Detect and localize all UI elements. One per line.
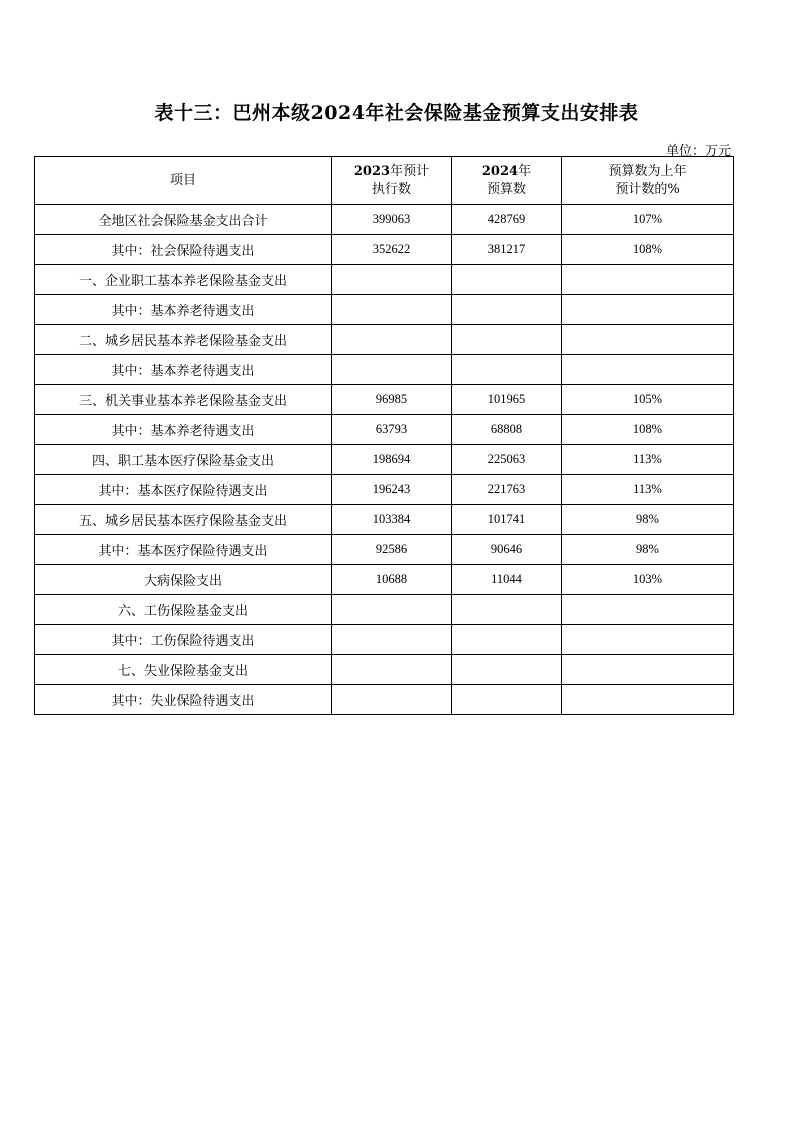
cell-2024-budget bbox=[452, 595, 562, 625]
cell-2024-budget bbox=[452, 355, 562, 385]
cell-2023-estimate bbox=[332, 295, 452, 325]
cell-2023-estimate: 196243 bbox=[332, 475, 452, 505]
row-label: 五、城乡居民基本医疗保险基金支出 bbox=[35, 505, 332, 535]
cell-2023-estimate bbox=[332, 265, 452, 295]
table-row bbox=[35, 475, 734, 505]
header-2023-year: 2023 bbox=[353, 163, 391, 179]
cell-2023-estimate: 63793 bbox=[332, 415, 452, 445]
cell-ratio bbox=[562, 655, 734, 685]
cell-ratio bbox=[562, 265, 734, 295]
table-row bbox=[35, 235, 734, 265]
row-label: 其中：基本养老待遇支出 bbox=[35, 295, 332, 325]
row-label: 其中：基本养老待遇支出 bbox=[35, 415, 332, 445]
table-row bbox=[35, 565, 734, 595]
cell-ratio bbox=[562, 325, 734, 355]
cell-2024-budget bbox=[452, 655, 562, 685]
row-label: 其中：社会保险待遇支出 bbox=[35, 235, 332, 265]
cell-2023-estimate bbox=[332, 595, 452, 625]
cell-2023-estimate: 198694 bbox=[332, 445, 452, 475]
table-row bbox=[35, 595, 734, 625]
cell-ratio: 98% bbox=[562, 505, 734, 535]
row-label: 三、机关事业基本养老保险基金支出 bbox=[35, 385, 332, 415]
table-row bbox=[35, 445, 734, 475]
table-row bbox=[35, 355, 734, 385]
cell-2023-estimate bbox=[332, 325, 452, 355]
row-label: 一、企业职工基本养老保险基金支出 bbox=[35, 265, 332, 295]
page-title: 表十三：巴州本级2024年社会保险基金预算支出安排表 bbox=[154, 102, 639, 124]
header-ratio-line2: 预计数的% bbox=[615, 181, 680, 197]
cell-ratio bbox=[562, 355, 734, 385]
cell-2024-budget: 101965 bbox=[452, 385, 562, 415]
cell-2024-budget bbox=[452, 685, 562, 715]
cell-ratio: 108% bbox=[562, 235, 734, 265]
row-label: 七、失业保险基金支出 bbox=[35, 655, 332, 685]
cell-ratio: 98% bbox=[562, 535, 734, 565]
cell-2024-budget: 90646 bbox=[452, 535, 562, 565]
row-label: 其中：基本医疗保险待遇支出 bbox=[35, 535, 332, 565]
cell-2023-estimate: 96985 bbox=[332, 385, 452, 415]
row-label: 其中：基本医疗保险待遇支出 bbox=[35, 475, 332, 505]
row-label: 其中：失业保险待遇支出 bbox=[35, 685, 332, 715]
table-row bbox=[35, 655, 734, 685]
table-row bbox=[35, 535, 734, 565]
cell-2024-budget: 381217 bbox=[452, 235, 562, 265]
table-row bbox=[35, 385, 734, 415]
header-2024-budget bbox=[452, 157, 562, 205]
cell-2024-budget bbox=[452, 325, 562, 355]
row-label: 其中：基本养老待遇支出 bbox=[35, 355, 332, 385]
table-row bbox=[35, 205, 734, 235]
header-item: 项目 bbox=[35, 157, 332, 205]
cell-ratio bbox=[562, 685, 734, 715]
table-row bbox=[35, 505, 734, 535]
cell-2024-budget: 101741 bbox=[452, 505, 562, 535]
table-row bbox=[35, 325, 734, 355]
header-ratio-line1: 预算数为上年 bbox=[608, 163, 687, 179]
cell-2023-estimate bbox=[332, 355, 452, 385]
row-label: 其中：工伤保险待遇支出 bbox=[35, 625, 332, 655]
header-2024-year: 2024 bbox=[481, 163, 519, 179]
cell-2023-estimate bbox=[332, 625, 452, 655]
row-label: 二、城乡居民基本养老保险基金支出 bbox=[35, 325, 332, 355]
header-2024-line2: 预算数 bbox=[486, 181, 526, 197]
cell-2023-estimate: 103384 bbox=[332, 505, 452, 535]
cell-2023-estimate: 399063 bbox=[332, 205, 452, 235]
cell-2024-budget bbox=[452, 295, 562, 325]
cell-2023-estimate: 10688 bbox=[332, 565, 452, 595]
table-row bbox=[35, 415, 734, 445]
header-2023-line2: 执行数 bbox=[371, 181, 411, 197]
table-row bbox=[35, 685, 734, 715]
cell-ratio bbox=[562, 595, 734, 625]
table-body bbox=[35, 205, 734, 715]
cell-ratio: 108% bbox=[562, 415, 734, 445]
cell-ratio: 105% bbox=[562, 385, 734, 415]
row-label: 四、职工基本医疗保险基金支出 bbox=[35, 445, 332, 475]
table-row bbox=[35, 265, 734, 295]
cell-2024-budget: 221763 bbox=[452, 475, 562, 505]
cell-ratio: 107% bbox=[562, 205, 734, 235]
table-row bbox=[35, 625, 734, 655]
table-header-row bbox=[35, 157, 734, 205]
cell-ratio: 113% bbox=[562, 445, 734, 475]
header-2024-suffix: 年 bbox=[518, 163, 532, 179]
cell-ratio: 103% bbox=[562, 565, 734, 595]
cell-ratio bbox=[562, 295, 734, 325]
table-row bbox=[35, 295, 734, 325]
cell-2024-budget: 11044 bbox=[452, 565, 562, 595]
cell-ratio bbox=[562, 625, 734, 655]
cell-2024-budget bbox=[452, 265, 562, 295]
header-ratio bbox=[562, 157, 734, 205]
cell-2023-estimate: 92586 bbox=[332, 535, 452, 565]
header-2023-suffix: 年预计 bbox=[390, 163, 430, 179]
cell-2023-estimate bbox=[332, 685, 452, 715]
cell-2024-budget bbox=[452, 625, 562, 655]
row-label: 六、工伤保险基金支出 bbox=[35, 595, 332, 625]
header-2023-estimate bbox=[332, 157, 452, 205]
cell-ratio: 113% bbox=[562, 475, 734, 505]
cell-2023-estimate bbox=[332, 655, 452, 685]
row-label: 全地区社会保险基金支出合计 bbox=[35, 205, 332, 235]
budget-table bbox=[34, 156, 734, 715]
row-label: 大病保险支出 bbox=[35, 565, 332, 595]
cell-2024-budget: 428769 bbox=[452, 205, 562, 235]
unit-label: 单位：万元 bbox=[665, 144, 731, 159]
cell-2023-estimate: 352622 bbox=[332, 235, 452, 265]
cell-2024-budget: 225063 bbox=[452, 445, 562, 475]
cell-2024-budget: 68808 bbox=[452, 415, 562, 445]
